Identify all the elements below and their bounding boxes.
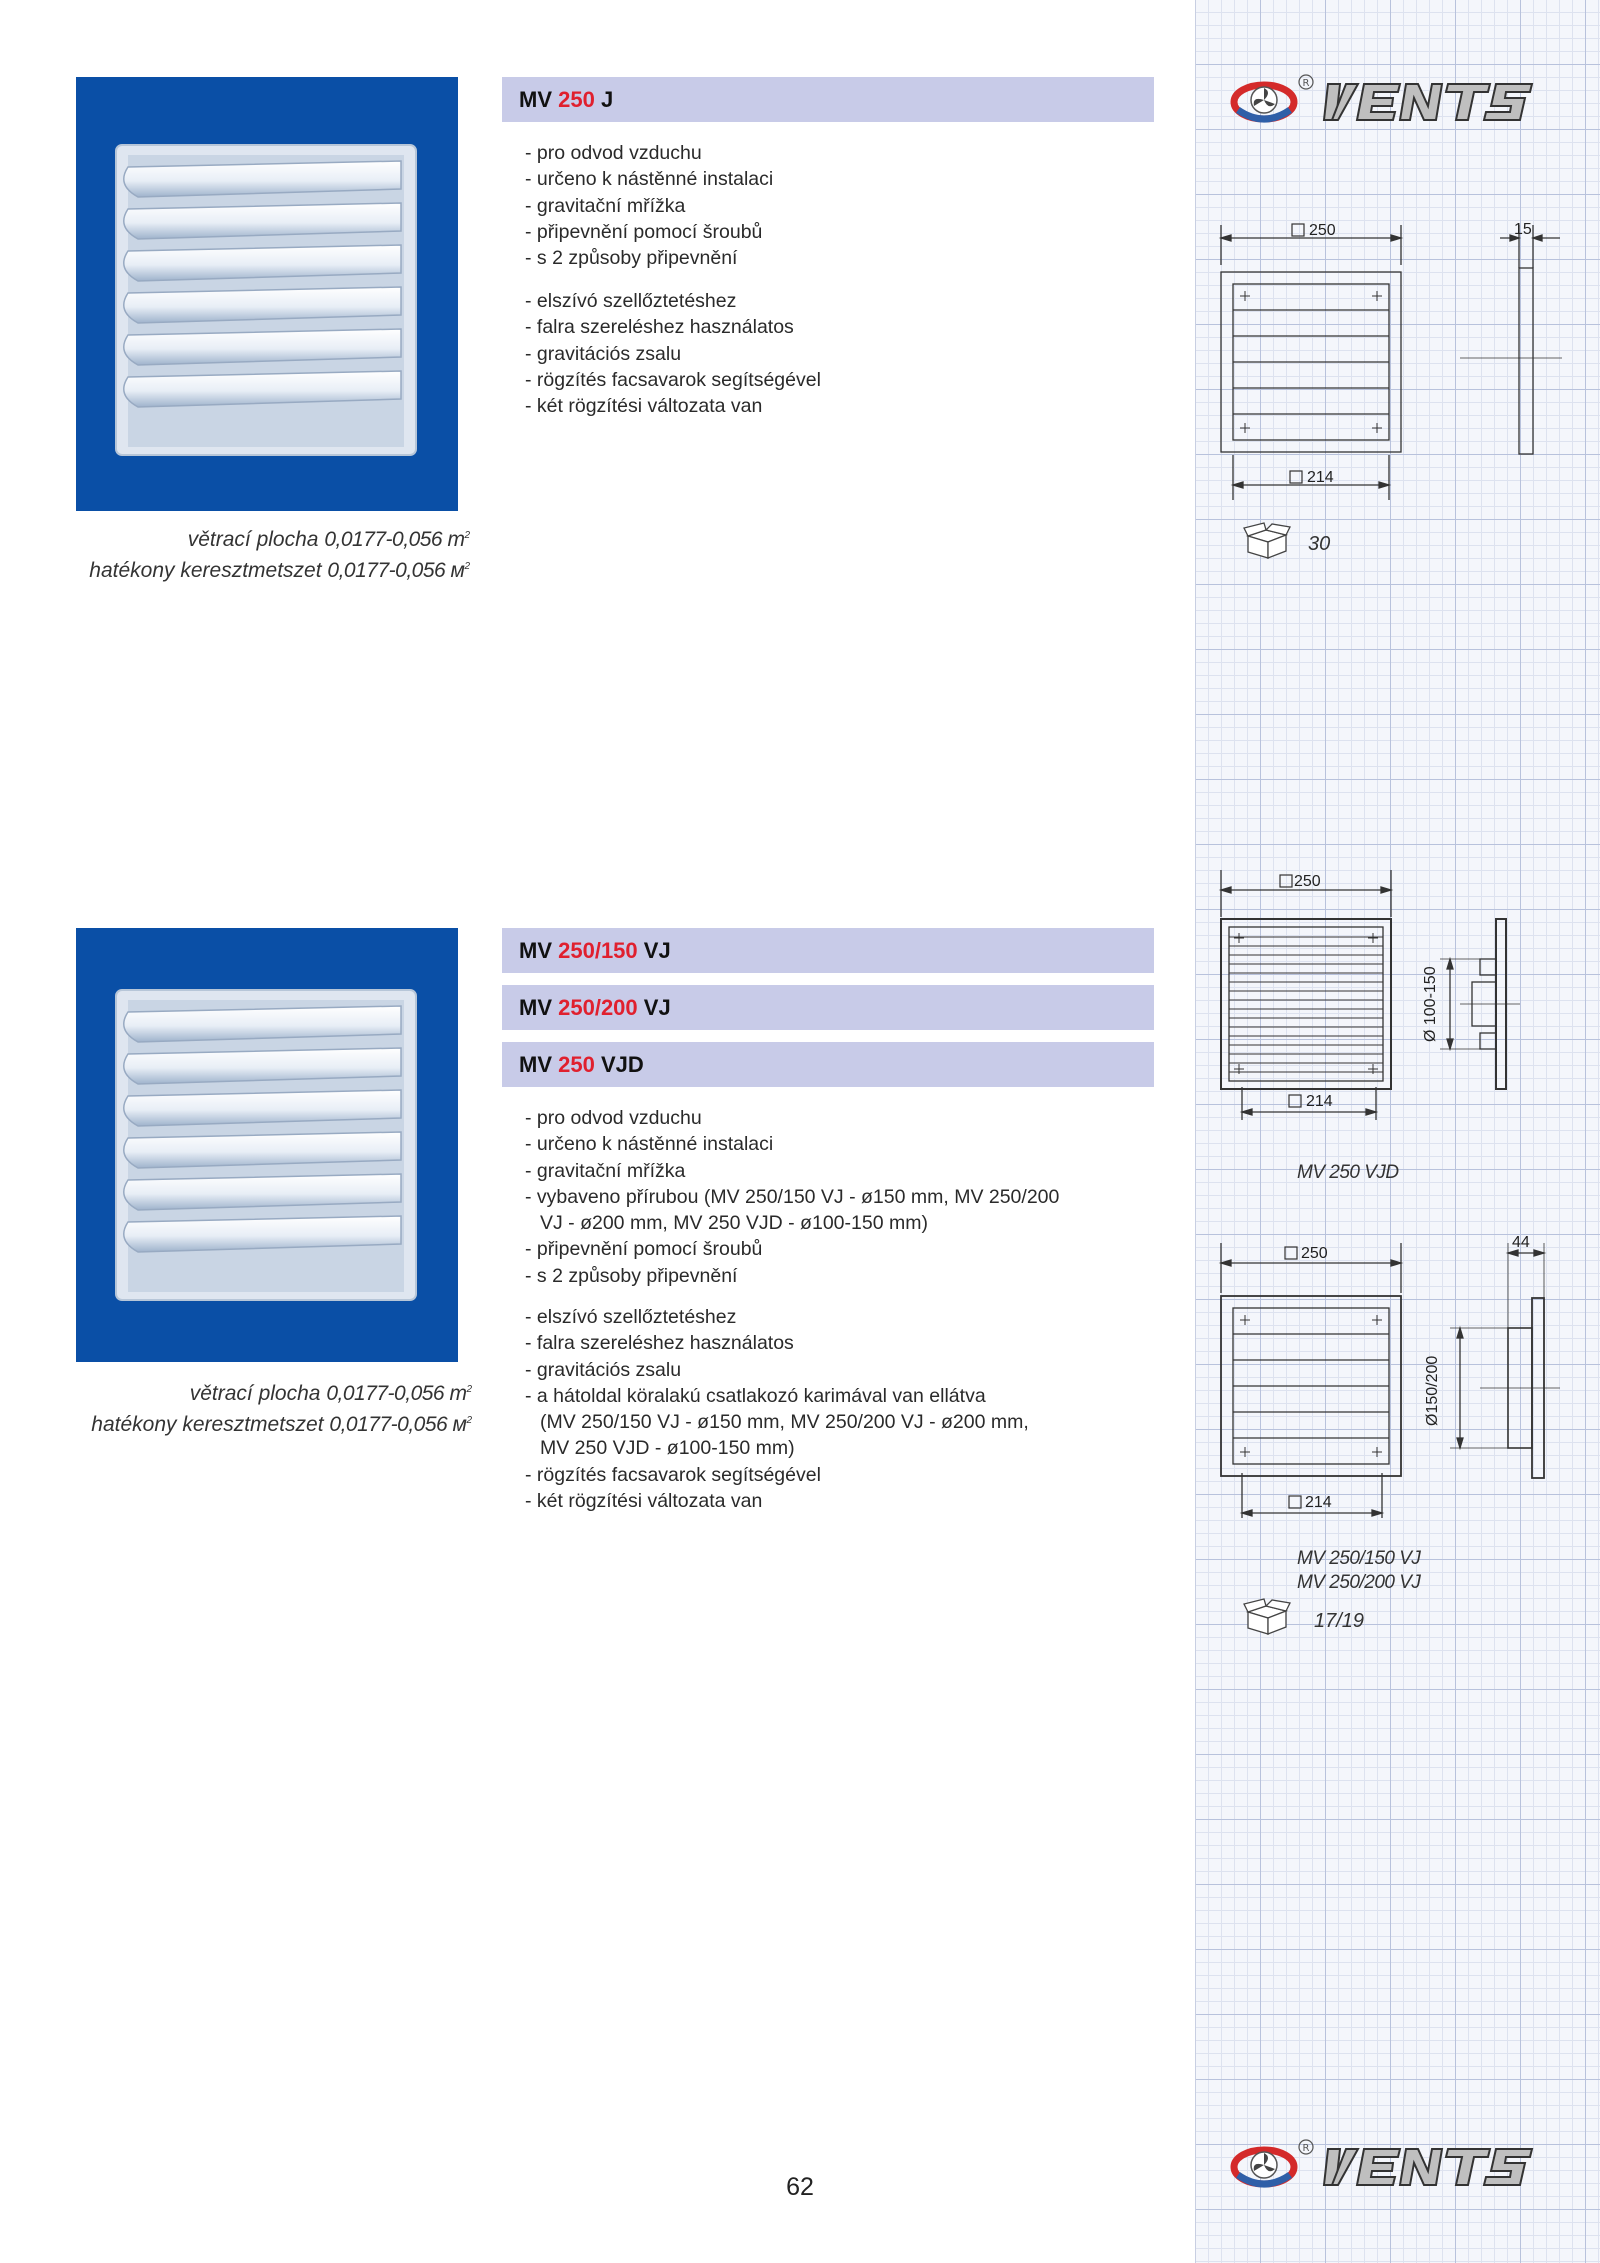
page-number: 62	[786, 2173, 814, 2201]
list-item: - určeno k nástěnné instalaci	[525, 1131, 1175, 1157]
box-count: 30	[1308, 533, 1331, 555]
features-list-cz	[525, 140, 1165, 271]
vents-logo	[1228, 70, 1558, 130]
list-item: - připevnění pomocí šroubů	[525, 1236, 1175, 1262]
list-item: - falra szereléshez használatos	[525, 1330, 1175, 1356]
product-title-mv-250-vjd: MV 250 VJD	[502, 1042, 1154, 1087]
list-item: - určeno k nástěnné instalaci	[525, 166, 1165, 192]
technical-drawing-mv-250-vj	[1210, 1228, 1570, 1528]
features-list-cz	[525, 1105, 1175, 1289]
list-item: - pro odvod vzduchu	[525, 1105, 1175, 1131]
effective-area: větrací plocha 0,0177-0,056 $m^2$ hatékony keresztmetszet 0,0177-0,056 $м^2$	[89, 528, 470, 582]
dim-depth: 15	[1514, 221, 1532, 238]
drawing-caption: MV 250 VJD	[1297, 1162, 1399, 1183]
list-item: - két rögzítési változata van	[525, 1488, 1175, 1514]
list-item: - gravitační mřížka	[525, 1158, 1175, 1184]
svg-text:R: R	[1302, 78, 1310, 89]
dim-diameter: Ø150/200	[1424, 1355, 1441, 1426]
list-item: - gravitációs zsalu	[525, 341, 1165, 367]
dim-top: 250	[1301, 1245, 1328, 1262]
dim-top: 250	[1309, 222, 1336, 239]
product-photo-grille-flange	[76, 928, 458, 1362]
list-item: - pro odvod vzduchu	[525, 140, 1165, 166]
effective-area: větrací plocha 0,0177-0,056 $m^2$ hatékony keresztmetszet 0,0177-0,056 $м^2$	[91, 1382, 472, 1436]
box-count: 17/19	[1314, 1610, 1365, 1632]
list-item: - připevnění pomocí šroubů	[525, 219, 1165, 245]
list-item: - vybaveno přírubou (MV 250/150 VJ - ø150 mm, MV 250/200 VJ - ø200 mm, MV 250 VJD - ø100-150 mm)	[525, 1184, 1175, 1237]
list-item: - gravitációs zsalu	[525, 1357, 1175, 1383]
box-icon	[1242, 1598, 1292, 1636]
product-title-mv-250-150-vj: MV 250/150 VJ	[502, 928, 1154, 973]
box-icon	[1242, 522, 1292, 560]
dim-depth: 44	[1512, 1234, 1530, 1251]
technical-drawing-mv-250-vjd	[1210, 862, 1570, 1122]
product-photo-grille	[76, 77, 458, 511]
drawing-caption: MV 250/150 VJ MV 250/200 VJ	[1297, 1548, 1421, 1593]
product-title-mv-250-200-vj: MV 250/200 VJ	[502, 985, 1154, 1030]
vents-logo	[1228, 2135, 1558, 2195]
list-item: - a hátoldal köralakú csatlakozó karimával van ellátva (MV 250/150 VJ - ø150 mm, MV 250/200 VJ - ø200 mm, MV 250 VJD - ø100-150 mm)	[525, 1383, 1175, 1462]
list-item: - elszívó szellőztetéshez	[525, 1304, 1175, 1330]
features-list-hu	[525, 288, 1165, 419]
dim-top: 250	[1294, 873, 1321, 890]
dim-bottom: 214	[1307, 469, 1334, 486]
list-item: - két rögzítési változata van	[525, 393, 1165, 419]
svg-text:R: R	[1302, 2143, 1310, 2154]
features-list-hu	[525, 1304, 1175, 1514]
list-item: - elszívó szellőztetéshez	[525, 288, 1165, 314]
technical-drawing-mv-250-j	[1210, 210, 1570, 510]
list-item: - gravitační mřížka	[525, 193, 1165, 219]
list-item: - rögzítés facsavarok segítségével	[525, 1462, 1175, 1488]
list-item: - s 2 způsoby připevnění	[525, 1263, 1175, 1289]
product-title-mv-250-j: MV 250 J	[502, 77, 1154, 122]
list-item: - falra szereléshez használatos	[525, 314, 1165, 340]
list-item: - rögzítés facsavarok segítségével	[525, 367, 1165, 393]
dim-bottom: 214	[1305, 1494, 1332, 1511]
dim-bottom: 214	[1306, 1093, 1333, 1110]
list-item: - s 2 způsoby připevnění	[525, 245, 1165, 271]
dim-diameter: Ø 100-150	[1422, 966, 1439, 1042]
